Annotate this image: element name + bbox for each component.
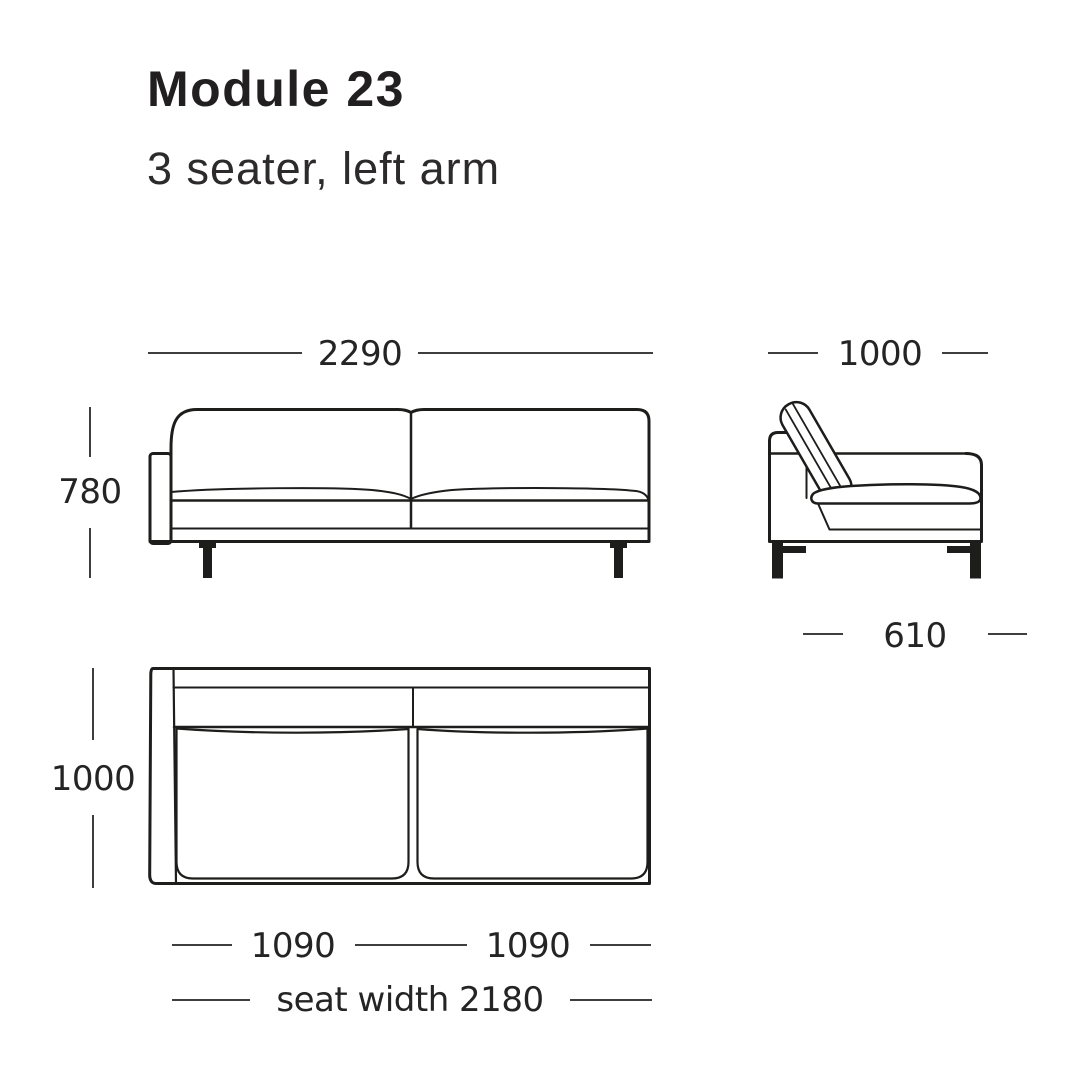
side-seat-depth-label: 610 <box>883 616 947 656</box>
front-view-drawing <box>140 395 665 585</box>
side-view-drawing <box>755 400 1045 585</box>
dimension-line <box>355 944 467 946</box>
side-seat-cushion <box>811 484 980 503</box>
seat-right-width-label: 1090 <box>485 926 571 966</box>
top-view-drawing <box>140 660 665 895</box>
top-depth-label: 1000 <box>50 759 136 799</box>
side-width-label: 1000 <box>837 334 923 374</box>
dimension-line <box>570 999 652 1001</box>
front-left-arm <box>150 454 171 544</box>
top-outline <box>150 669 650 884</box>
page-subtitle: 3 seater, left arm <box>147 143 501 194</box>
side-back-leg <box>772 542 806 579</box>
dimension-line <box>89 407 91 457</box>
dimension-line <box>172 944 232 946</box>
dimension-line <box>768 352 818 354</box>
dimension-line <box>172 999 250 1001</box>
dimension-line <box>418 352 653 354</box>
side-back-panel <box>770 433 791 542</box>
seat-width-label: seat width 2180 <box>276 980 544 1020</box>
top-right-cushion <box>418 729 648 879</box>
seat-left-width-label: 1090 <box>250 926 336 966</box>
top-left-cushion <box>177 729 409 879</box>
dimension-line <box>92 815 94 888</box>
front-left-leg <box>199 542 216 578</box>
dimension-line <box>92 668 94 740</box>
dimension-line <box>148 352 302 354</box>
page-title: Module 23 <box>147 61 405 117</box>
front-right-leg <box>610 542 627 578</box>
front-height-label: 780 <box>58 472 122 512</box>
dimension-line <box>988 633 1027 635</box>
dimension-line <box>942 352 988 354</box>
dimension-line <box>89 528 91 578</box>
front-width-label: 2290 <box>317 334 403 374</box>
side-front-leg <box>947 542 981 579</box>
dimension-line <box>590 944 651 946</box>
dimension-line <box>803 633 843 635</box>
side-seat-front <box>818 504 830 530</box>
